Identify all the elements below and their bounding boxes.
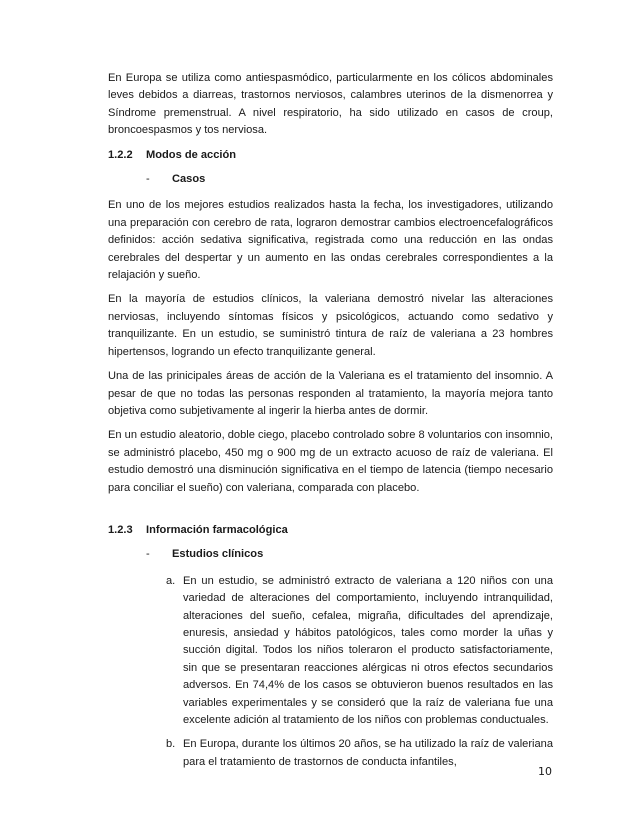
subheading-label: Casos xyxy=(172,173,206,186)
section-number: 1.2.2 xyxy=(108,148,133,161)
clinical-studies-list xyxy=(108,573,553,771)
subheading-casos xyxy=(146,171,553,188)
intro-paragraph: En Europa se utiliza como antiespasmódico, particularmente en los cólicos abdominales leves debidos a diarreas, trastornos nerviosos, calambres uterinos de la dismenorrea y Síndrome premenstrual. A nivel respiratorio, ha sido utilizado en casos de croup, broncoespasmos y tos nerviosa. xyxy=(108,72,553,137)
section-heading-1-2-2 xyxy=(108,147,553,164)
bullet-dash: - xyxy=(146,173,150,186)
body-paragraph: En un estudio aleatorio, doble ciego, placebo controlado sobre 8 voluntarios con insomnio, se administró placebo, 450 mg o 900 mg de un extracto acuoso de raíz de valeriana. El estudio demostró una disminución significativa en el tiempo de latencia (tiempo necesario para conciliar el sueño) con valeriana, comparada con placebo. xyxy=(108,429,553,494)
list-item-text: En un estudio, se administró extracto de valeriana a 120 niños con una variedad de alteraciones del comportamiento, incluyendo intranquilidad, alteraciones del sueño, cefalea, migraña, dificultades del aprendizaje, enuresis, ansiedad y hábitos patológicos, tales como morder la uñas y succión digital. Todos los niños toleraron el producto satisfactoriamente, sin que se presentaran reacciones alérgicas ni otros efectos secundarios adversos. En 74,4% de los casos se obtuvieron buenos resultados en las variables experimentales y se consideró que la raíz de valeriana fue una excelente adición al tratamiento de los niños con problemas conductuales. xyxy=(183,574,553,726)
body-paragraph: En la mayoría de estudios clínicos, la valeriana demostró nivelar las alteraciones nerviosas, incluyendo síntomas físicos y psicológicos, actuando como sedativo y tranquilizante. En un estudio, se suministró tintura de raíz de valeriana a 23 hombres hipertensos, logrando un efecto tranquilizante general. xyxy=(108,293,553,358)
section-title: Modos de acción xyxy=(146,148,236,161)
body-paragraph: Una de las prinicipales áreas de acción de la Valeriana es el tratamiento del insomnio. A pesar de que no todas las personas responden al tratamiento, la mayoría mejora tanto objetiva como subjetivamente al ingerir la hierba antes de dormir. xyxy=(108,370,553,417)
bullet-dash: - xyxy=(146,548,150,561)
section-number: 1.2.3 xyxy=(108,523,133,536)
list-marker: b. xyxy=(166,738,176,751)
list-item xyxy=(166,573,553,730)
list-item-text: En Europa, durante los últimos 20 años, se ha utilizado la raíz de valeriana para el tratamiento de trastornos de conducta infantiles, xyxy=(183,738,553,768)
page-content xyxy=(108,70,553,778)
page-number: 10 xyxy=(538,765,552,778)
section-spacer xyxy=(108,504,553,522)
section-title: Información farmacológica xyxy=(146,523,288,536)
body-paragraph: En uno de los mejores estudios realizados hasta la fecha, los investigadores, utilizando una preparación con cerebro de rata, lograron demostrar cambios electroencefalográficos definidos: acción sedativa significativa, registrada como una reducción en las ondas cerebrales del despertar y un aumento en las ondas cerebrales correspondientes a la relajación y sueño. xyxy=(108,199,553,282)
list-marker: a. xyxy=(166,574,176,587)
list-item xyxy=(166,736,553,771)
section-heading-1-2-3 xyxy=(108,522,553,539)
subheading-estudios-clinicos xyxy=(146,546,553,563)
subheading-label: Estudios clínicos xyxy=(172,548,264,561)
